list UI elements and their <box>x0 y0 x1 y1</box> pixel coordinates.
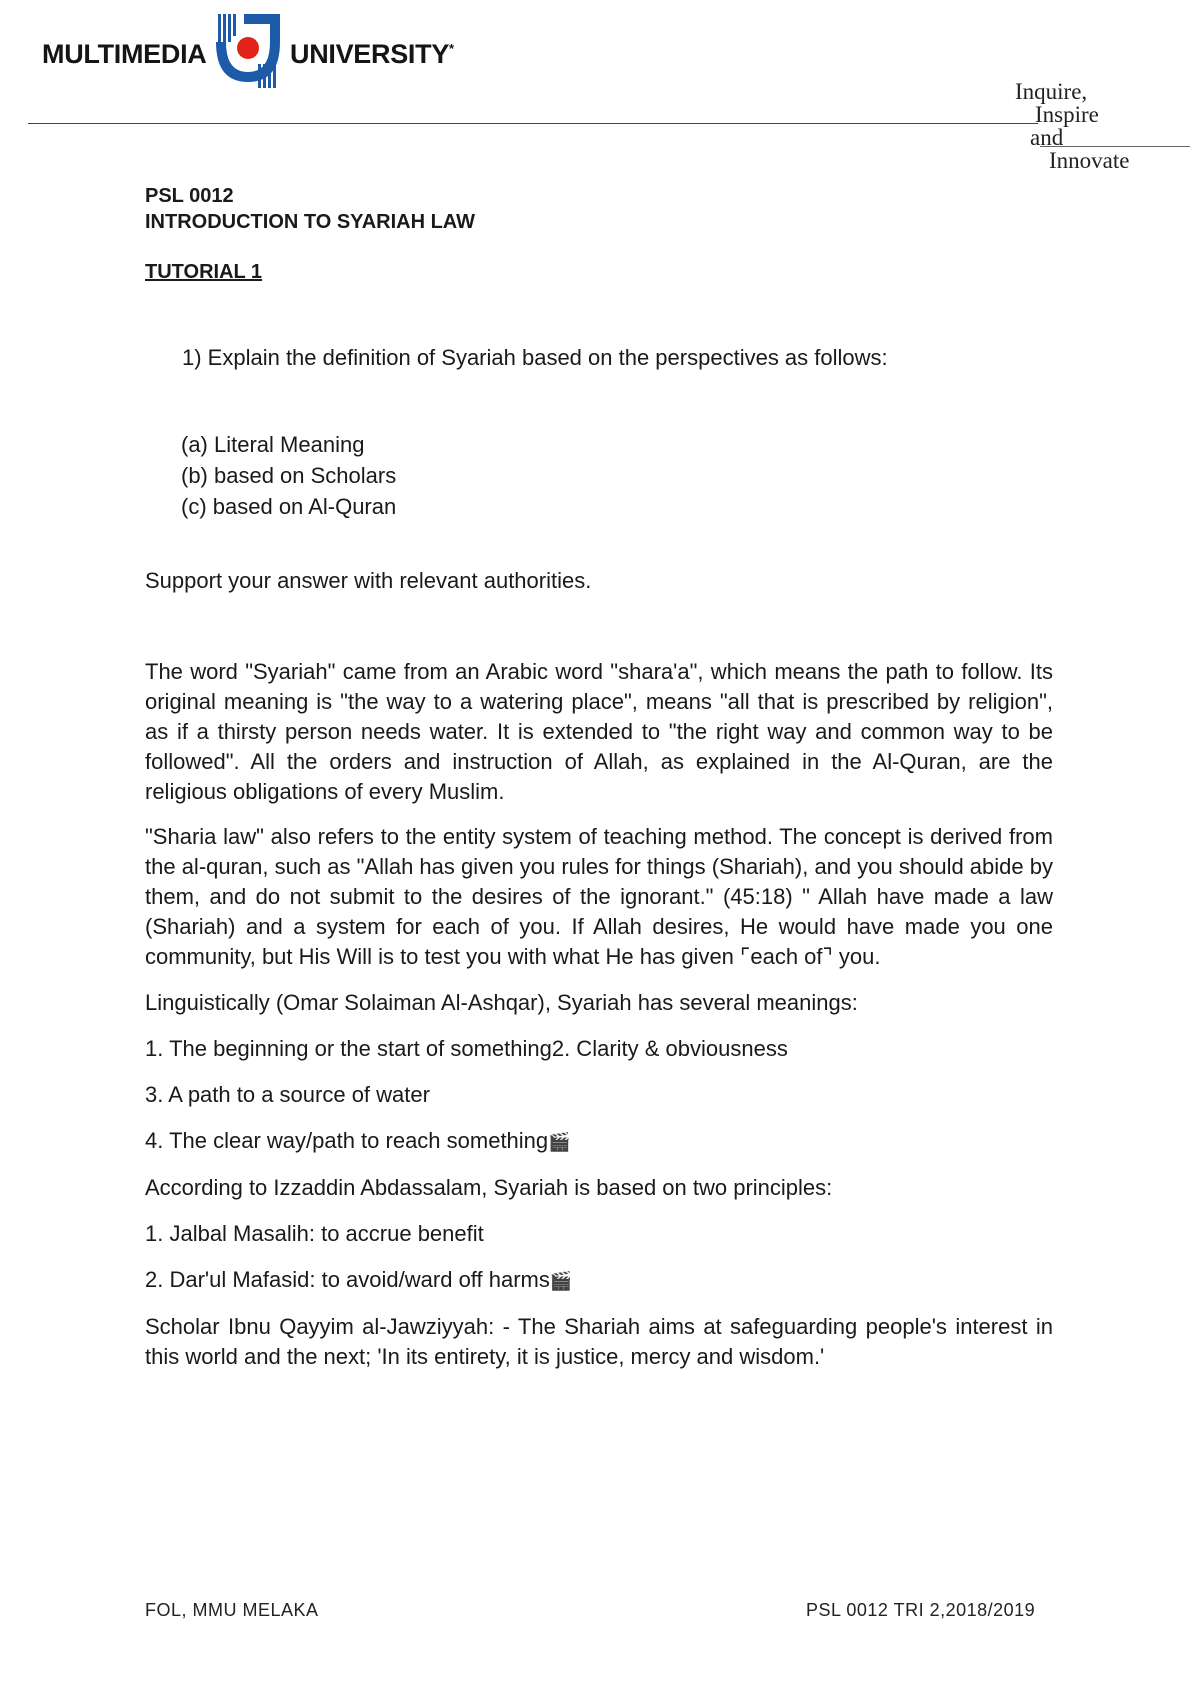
footer-right: PSL 0012 TRI 2,2018/2019 <box>806 1600 1036 1620</box>
question-options <box>181 429 1053 522</box>
support-instruction: Support your answer with relevant authorities. <box>145 568 592 593</box>
motto-line: Inquire, <box>1015 79 1088 104</box>
answer-paragraph-1: The word "Syariah" came from an Arabic word "shara'a", which means the path to follow. Its original meaning is "the way to a watering place", means "all that is prescribed by religion", as if a thirsty person needs water. It is extended to "the right way and common way to be followed". All the orders and instruction of Allah, as explained in the Al-Quran, are the religious obligations of every Muslim. <box>145 659 1053 804</box>
university-motto <box>1015 80 1185 172</box>
footer-left: FOL, MMU MELAKA <box>145 1600 319 1620</box>
scholar-quote: Scholar Ibnu Qayyim al-Jawziyyah: - The Shariah aims at safeguarding people's interest in this world and the next; 'In its entirety, it is justice, mercy and wisdom.' <box>145 1314 1053 1369</box>
meaning-item: 3. A path to a source of water <box>145 1082 430 1107</box>
header-divider <box>28 123 1038 124</box>
clapperboard-icon: 🎬 <box>549 1271 573 1291</box>
university-emblem-icon <box>208 12 288 90</box>
meaning-item: 1. The beginning or the start of something2. Clarity & obviousness <box>145 1036 788 1061</box>
motto-line: and <box>1030 125 1064 150</box>
motto-line: Inspire <box>1035 102 1099 127</box>
document-body <box>145 183 1053 1372</box>
answer-paragraph-2: "Sharia law" also refers to the entity system of teaching method. The concept is derived from the al-quran, such as "Allah has given you rules for things (Shariah), and you should abide by them, and do not submit to the desires of the ignorant." (45:18) " Allah have made a law (Shariah) and a system for each of you. If Allah desires, He would have made you one community, but His Will is to test you with what He has given ⌜each of⌝ you. <box>145 824 1053 969</box>
clapperboard-icon: 🎬 <box>548 1132 571 1152</box>
principles-intro: According to Izzaddin Abdassalam, Syariah is based on two principles: <box>145 1175 833 1200</box>
question-text: 1) Explain the definition of Syariah based on the perspectives as follows: <box>182 345 888 370</box>
meaning-item: 4. The clear way/path to reach something🎬 <box>145 1128 571 1153</box>
linguistic-intro: Linguistically (Omar Solaiman Al-Ashqar), Syariah has several meanings: <box>145 990 858 1015</box>
principle-item: 2. Dar'ul Mafasid: to avoid/ward off harms🎬 <box>145 1267 573 1292</box>
logo-text-university: UNIVERSITY* <box>290 39 454 69</box>
course-code: PSL 0012 <box>145 185 234 207</box>
logo-text-multimedia: MULTIMEDIA <box>42 39 207 69</box>
option-item: (a) Literal Meaning <box>181 432 365 457</box>
university-logo <box>42 12 492 90</box>
principle-item: 1. Jalbal Masalih: to accrue benefit <box>145 1221 484 1246</box>
option-item: (b) based on Scholars <box>181 463 397 488</box>
tutorial-heading: TUTORIAL 1 <box>145 261 263 283</box>
course-title: INTRODUCTION TO SYARIAH LAW <box>145 211 476 233</box>
motto-line: Innovate <box>1049 148 1130 173</box>
option-item: (c) based on Al-Quran <box>181 494 397 519</box>
